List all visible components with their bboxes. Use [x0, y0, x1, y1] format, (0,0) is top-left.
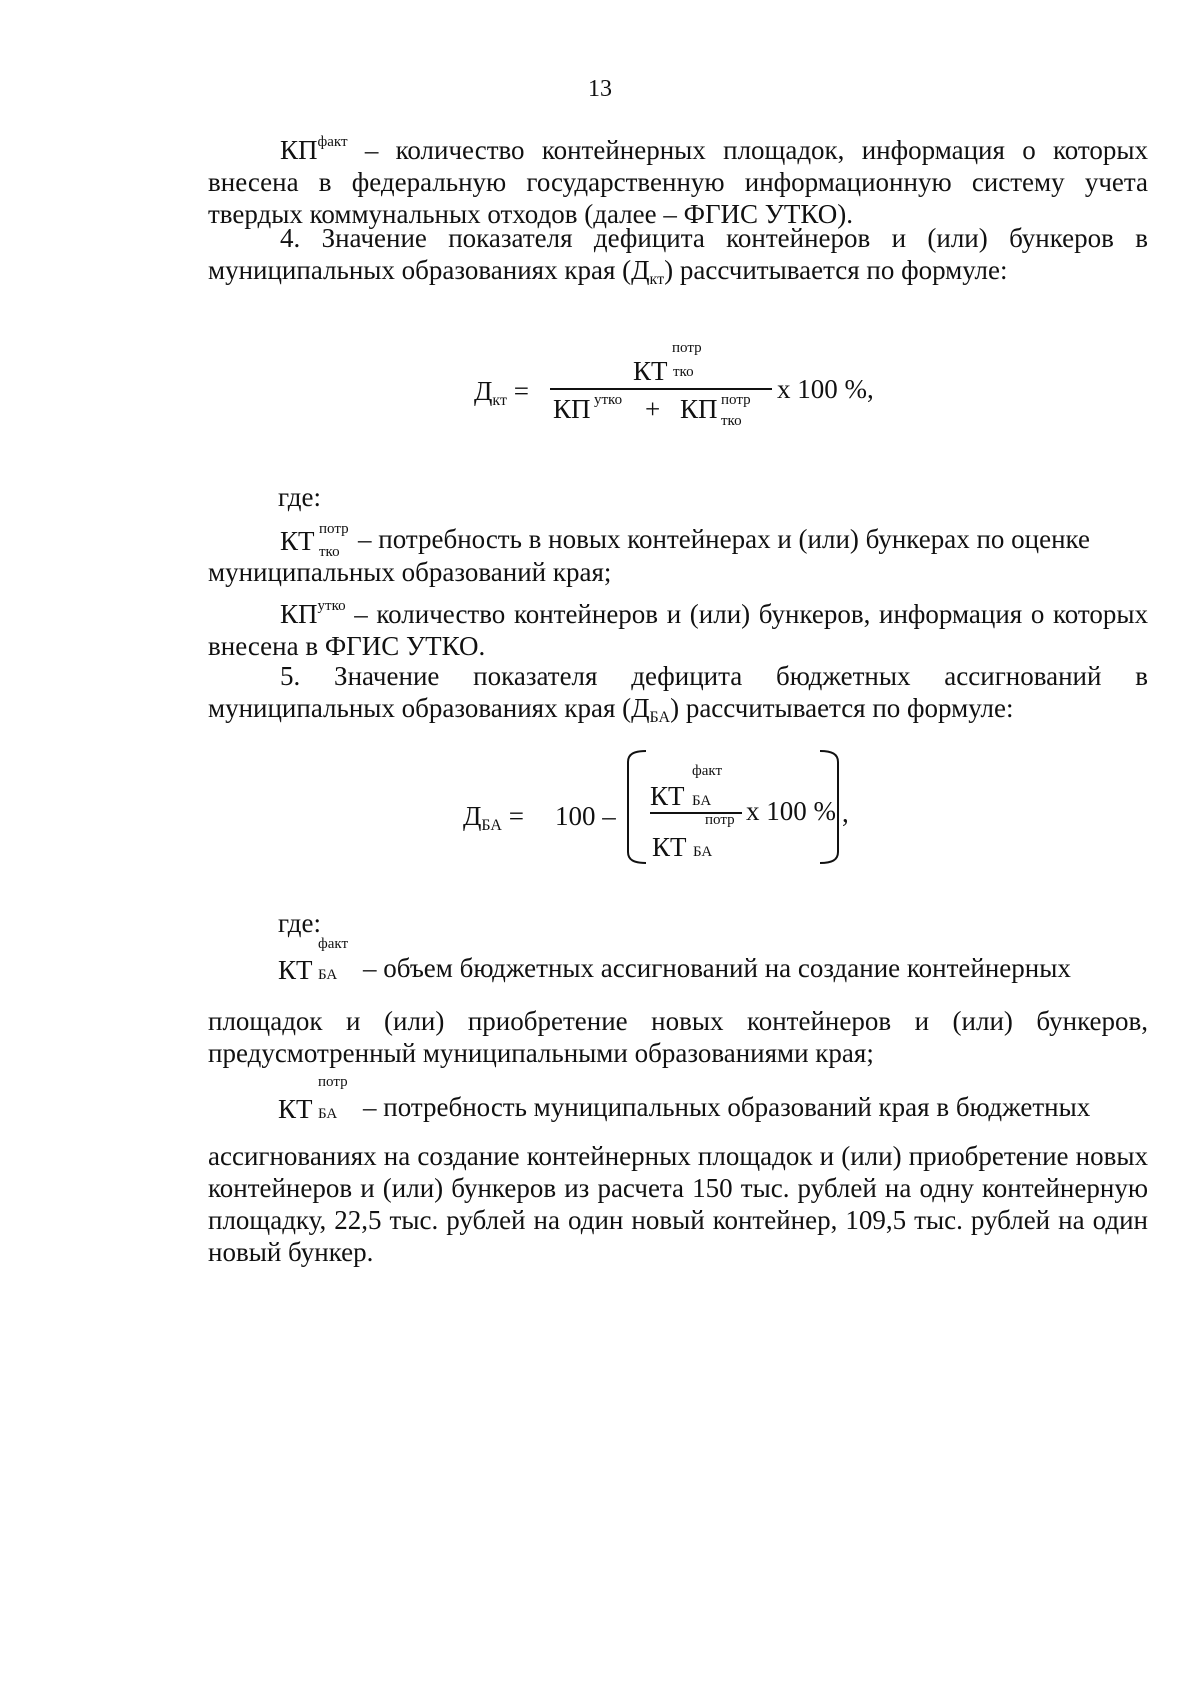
paragraph-text: 5. Значение показателя дефицита бюджетных ассигнований в муниципальных образованиях края (Д — [208, 661, 1148, 723]
fraction-bar — [550, 388, 772, 390]
definition-superscript: потр — [318, 1074, 348, 1090]
definition-symbol: КТ — [278, 955, 313, 985]
where-label: где: — [278, 482, 321, 512]
definition-superscript: потр — [319, 521, 349, 537]
subscript-kt: кт — [649, 271, 665, 288]
formula-tail: х 100 %, — [777, 374, 874, 404]
definition-symbol: КТ — [280, 526, 315, 556]
numerator-symbol: КТ — [633, 356, 668, 386]
definition-kp-utko — [208, 590, 1148, 662]
denominator-superscript: потр — [705, 812, 735, 828]
left-bracket-icon — [624, 748, 648, 866]
subscript-ba: БА — [649, 709, 671, 726]
denominator-term-1: КП — [553, 394, 591, 424]
definition-subscript: тко — [319, 544, 340, 560]
page-number: 13 — [588, 76, 612, 102]
numerator-subscript: тко — [673, 364, 694, 380]
formula-comma: , — [842, 798, 849, 828]
paragraph-text: ) рассчитывается по формуле: — [670, 693, 1014, 723]
definition-subscript: БА — [318, 967, 338, 983]
paragraph-text: – количество контейнерных площадок, информация о которых внесена в федеральную государственную информационную систему учета твердых коммунальных отходов (далее – ФГИС УТКО). — [208, 135, 1148, 229]
numerator-superscript: потр — [672, 340, 702, 356]
paragraph-kp-fact — [208, 126, 1148, 230]
plus-sign: + — [645, 394, 661, 424]
formula-times-100: х 100 % — [746, 796, 836, 826]
definition-subscript: БА — [318, 1106, 338, 1122]
denominator-term-2-subscript: тко — [721, 413, 742, 429]
numerator-symbol: КТ — [650, 781, 685, 811]
definition-continuation: ассигнованиях на создание контейнерных площадок и (или) приобретение новых контейнеров и (или) бункеров из расчета 150 тыс. рублей на одну контейнерную площадку, 22,5 тыс. рублей на один новый контейнер, 109,5 тыс. рублей на один новый бункер. — [208, 1141, 1148, 1267]
definition-superscript: факт — [318, 936, 349, 952]
superscript-fact: факт — [317, 134, 348, 150]
denominator-term-1-superscript: утко — [594, 392, 623, 408]
denominator-term-2: КП — [680, 394, 718, 424]
numerator-subscript: БА — [692, 793, 712, 809]
definition-text: – объем бюджетных ассигнований на создание контейнерных — [363, 953, 1071, 983]
formula-lhs: $Д_{кт}$ = — [474, 376, 529, 409]
where-label: где: — [278, 908, 321, 938]
definition-text: – количество контейнеров и (или) бункеров, информация о которых внесена в ФГИС УТКО. — [208, 599, 1148, 661]
definition-continuation: муниципальных образований края; — [208, 557, 612, 587]
definition-continuation: площадок и (или) приобретение новых контейнеров и (или) бункеров, предусмотренный муниципальными образованиями края; — [208, 1006, 1148, 1068]
numerator-superscript: факт — [692, 763, 723, 779]
paragraph-text: 4. Значение показателя дефицита контейнеров и (или) бункеров в муниципальных образованиях края (Д — [208, 223, 1148, 285]
paragraph-item-4 — [208, 222, 1148, 296]
definition-symbol: КП — [280, 599, 318, 629]
formula-hundred-minus: 100 – — [555, 801, 616, 831]
definition-text: – потребность муниципальных образований края в бюджетных — [363, 1092, 1091, 1122]
denominator-symbol: КТ — [652, 832, 687, 862]
paragraph-item-5 — [208, 660, 1148, 734]
definition-symbol: КТ — [278, 1094, 313, 1124]
paragraph-text: ) рассчитывается по формуле: — [664, 255, 1008, 285]
formula-lhs: $Д_{БА}$ = — [463, 801, 524, 834]
denominator-subscript: БА — [693, 844, 713, 860]
symbol-kp: КП — [280, 135, 318, 165]
definition-superscript: утко — [317, 598, 346, 614]
right-bracket-icon — [818, 748, 842, 866]
denominator-term-2-superscript: потр — [721, 392, 751, 408]
definition-text: – потребность в новых контейнерах и (или) бункерах по оценке — [358, 524, 1090, 554]
